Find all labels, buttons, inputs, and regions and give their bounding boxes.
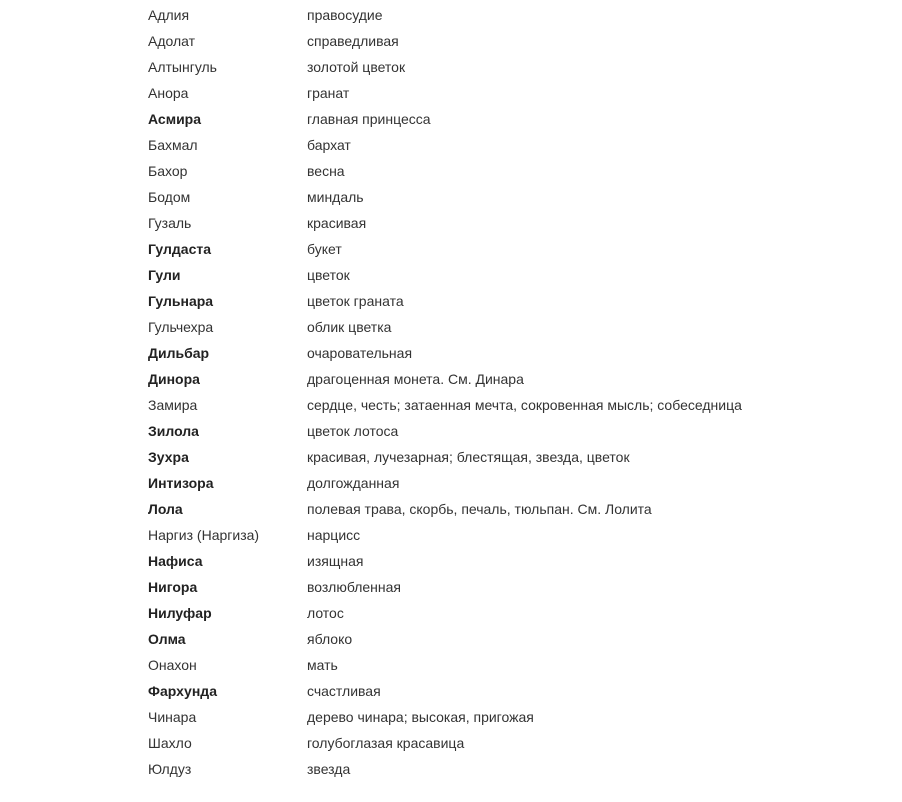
name-cell: Нигора bbox=[148, 579, 198, 595]
meaning-cell: полевая трава, скорбь, печаль, тюльпан. См. Лолита bbox=[307, 501, 652, 517]
meaning-cell: драгоценная монета. См. Динара bbox=[307, 371, 524, 387]
table-row bbox=[148, 496, 742, 522]
meaning-cell: бархат bbox=[307, 137, 351, 153]
meaning-cell: изящная bbox=[307, 553, 364, 569]
table-row bbox=[148, 730, 742, 756]
name-cell: Фархунда bbox=[148, 683, 217, 699]
name-cell: Гульнара bbox=[148, 293, 214, 309]
name-cell: Алтынгуль bbox=[148, 59, 217, 75]
table-row bbox=[148, 652, 742, 678]
name-cell: Дильбар bbox=[148, 345, 210, 361]
meaning-cell: миндаль bbox=[307, 189, 364, 205]
meaning-cell: красивая, лучезарная; блестящая, звезда, цветок bbox=[307, 449, 630, 465]
table-row bbox=[148, 210, 742, 236]
table-row bbox=[148, 522, 742, 548]
names-table-body bbox=[148, 2, 742, 782]
table-row bbox=[148, 574, 742, 600]
names-table bbox=[148, 2, 742, 782]
name-cell: Анора bbox=[148, 85, 189, 101]
table-row bbox=[148, 704, 742, 730]
name-cell: Чинара bbox=[148, 709, 197, 725]
meaning-cell: правосудие bbox=[307, 7, 383, 23]
meaning-cell: счастливая bbox=[307, 683, 381, 699]
table-row bbox=[148, 418, 742, 444]
meaning-cell: главная принцесса bbox=[307, 111, 431, 127]
table-row bbox=[148, 106, 742, 132]
name-cell: Зухра bbox=[148, 449, 189, 465]
name-cell: Бахмал bbox=[148, 137, 198, 153]
meaning-cell: весна bbox=[307, 163, 345, 179]
name-cell: Бахор bbox=[148, 163, 188, 179]
table-row bbox=[148, 340, 742, 366]
table-row bbox=[148, 132, 742, 158]
meaning-cell: яблоко bbox=[307, 631, 353, 647]
meaning-cell: облик цветка bbox=[307, 319, 392, 335]
name-cell: Нафиса bbox=[148, 553, 203, 569]
meaning-cell: гранат bbox=[307, 85, 350, 101]
table-row bbox=[148, 288, 742, 314]
name-cell: Интизора bbox=[148, 475, 214, 491]
name-cell: Гулдаста bbox=[148, 241, 211, 257]
meaning-cell: лотос bbox=[307, 605, 344, 621]
name-cell: Динора bbox=[148, 371, 200, 387]
table-row bbox=[148, 2, 742, 28]
name-cell: Олма bbox=[148, 631, 186, 647]
meaning-cell: голубоглазая красавица bbox=[307, 735, 465, 751]
table-row bbox=[148, 54, 742, 80]
table-row bbox=[148, 314, 742, 340]
name-cell: Бодом bbox=[148, 189, 191, 205]
name-cell: Лола bbox=[148, 501, 183, 517]
table-row bbox=[148, 678, 742, 704]
meaning-cell: цветок граната bbox=[307, 293, 404, 309]
table-row bbox=[148, 600, 742, 626]
table-row bbox=[148, 366, 742, 392]
name-cell: Шахло bbox=[148, 735, 192, 751]
table-row bbox=[148, 756, 742, 782]
meaning-cell: дерево чинара; высокая, пригожая bbox=[307, 709, 534, 725]
table-row bbox=[148, 28, 742, 54]
table-row bbox=[148, 626, 742, 652]
meaning-cell: очаровательная bbox=[307, 345, 413, 361]
meaning-cell: долгожданная bbox=[307, 475, 400, 491]
meaning-cell: букет bbox=[307, 241, 342, 257]
meaning-cell: мать bbox=[307, 657, 338, 673]
table-row bbox=[148, 158, 742, 184]
name-cell: Юлдуз bbox=[148, 761, 192, 777]
table-row bbox=[148, 262, 742, 288]
meaning-cell: возлюбленная bbox=[307, 579, 402, 595]
name-cell: Гузаль bbox=[148, 215, 192, 231]
name-cell: Адлия bbox=[148, 7, 190, 23]
meaning-cell: красивая bbox=[307, 215, 367, 231]
table-row bbox=[148, 548, 742, 574]
table-row bbox=[148, 236, 742, 262]
table-row bbox=[148, 470, 742, 496]
table-row bbox=[148, 80, 742, 106]
name-cell: Адолат bbox=[148, 33, 196, 49]
meaning-cell: золотой цветок bbox=[307, 59, 406, 75]
meaning-cell: цветок bbox=[307, 267, 350, 283]
table-row bbox=[148, 392, 742, 418]
meaning-cell: справедливая bbox=[307, 33, 399, 49]
table-row bbox=[148, 444, 742, 470]
name-cell: Асмира bbox=[148, 111, 202, 127]
meaning-cell: нарцисс bbox=[307, 527, 361, 543]
name-cell: Наргиз (Наргиза) bbox=[148, 527, 260, 543]
meaning-cell: цветок лотоса bbox=[307, 423, 399, 439]
name-cell: Замира bbox=[148, 397, 198, 413]
name-cell: Гули bbox=[148, 267, 181, 283]
name-cell: Гульчехра bbox=[148, 319, 214, 335]
table-row bbox=[148, 184, 742, 210]
name-cell: Онахон bbox=[148, 657, 197, 673]
name-cell: Зилола bbox=[148, 423, 199, 439]
name-cell: Нилуфар bbox=[148, 605, 212, 621]
meaning-cell: звезда bbox=[307, 761, 351, 777]
meaning-cell: сердце, честь; затаенная мечта, сокровенная мысль; собеседница bbox=[307, 397, 742, 413]
